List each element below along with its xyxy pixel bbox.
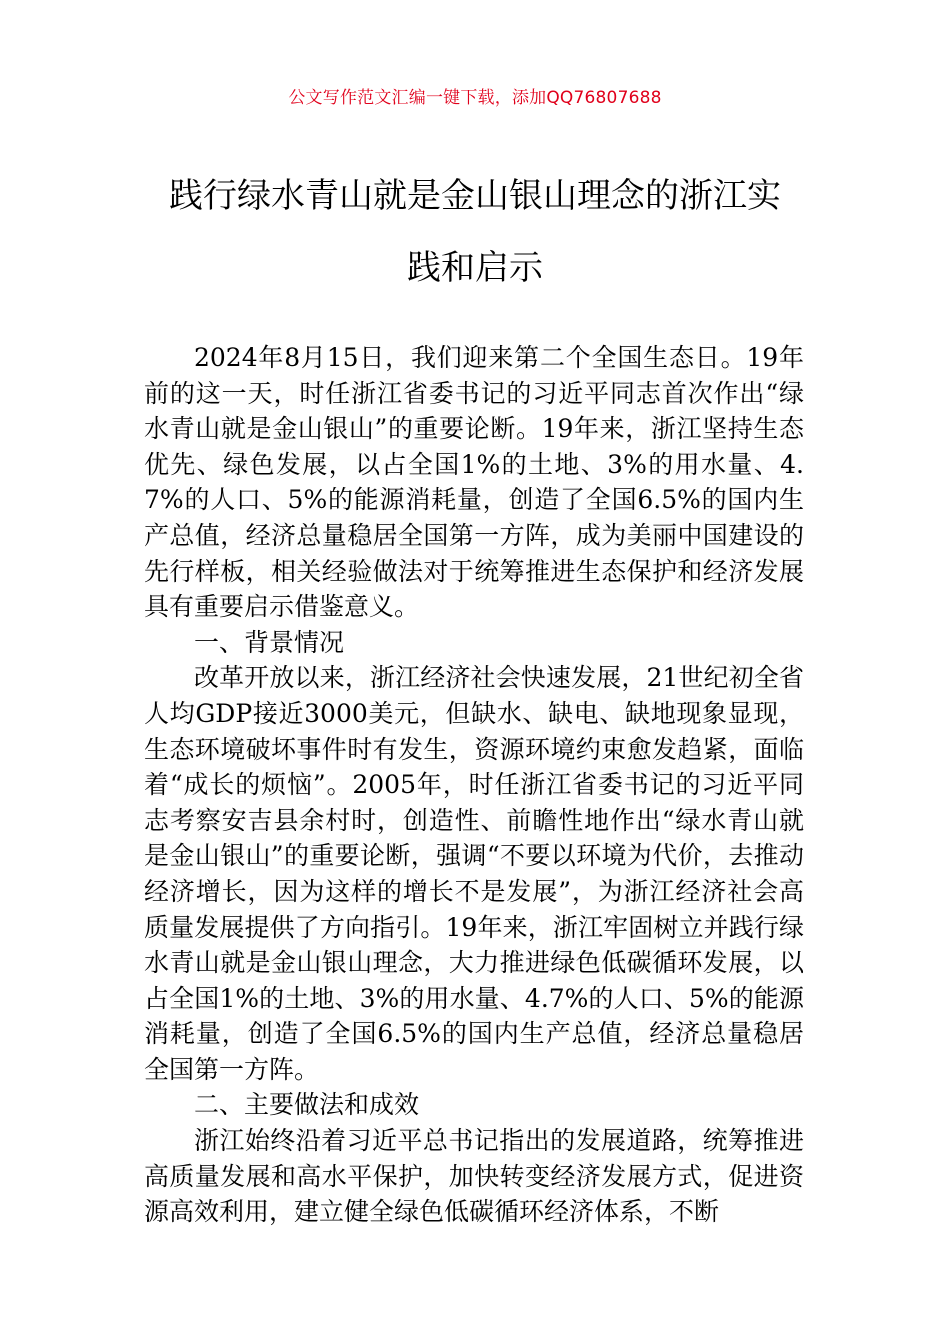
background-paragraph: 改革开放以来，浙江经济社会快速发展，21世纪初全省人均GDP接近3000美元，但缺水、缺电、缺地现象显现，生态环境破坏事件时有发生，资源环境约束愈发趋紧，面临着“成长的烦恼”。2005年，时任浙江省委书记的习近平同志考察安吉县余村时，创造性、前瞻性地作出“绿水青山就是金山银山”的重要论断，强调“不要以环境为代价，去推动经济增长，因为这样的增长不是发展”，为浙江经济社会高质量发展提供了方向指引。19年来，浙江牢固树立并践行绿水青山就是金山银山理念，大力推进绿色低碳循环发展，以占全国1%的土地、3%的用水量、4.7%的人口、5%的能源消耗量，创造了全国6.5%的国内生产总值，经济总量稳居全国第一方阵。 xyxy=(144,663,804,1084)
title-line-1: 践行绿水青山就是金山银山理念的浙江实 xyxy=(169,176,781,216)
practices-paragraph: 浙江始终沿着习近平总书记指出的发展道路，统筹推进高质量发展和高水平保护，加快转变经济发展方式，促进资源高效利用，建立健全绿色低碳循环经济体系，不断 xyxy=(144,1126,804,1227)
document-body xyxy=(144,340,804,1230)
intro-paragraph: 2024年8月15日，我们迎来第二个全国生态日。19年前的这一天，时任浙江省委书记的习近平同志首次作出“绿水青山就是金山银山”的重要论断。19年来，浙江坚持生态优先、绿色发展，以占全国1%的土地、3%的用水量、4.7%的人口、5%的能源消耗量，创造了全国6.5%的国内生产总值，经济总量稳居全国第一方阵，成为美丽中国建设的先行样板，相关经验做法对于统筹推进生态保护和经济发展具有重要启示借鉴意义。 xyxy=(144,343,804,622)
download-notice: 公文写作范文汇编一键下载，添加QQ76807688 xyxy=(288,88,662,108)
section-heading-background: 一、背景情况 xyxy=(194,627,345,657)
title-line-2: 践和启示 xyxy=(407,248,543,288)
document-title xyxy=(145,176,805,320)
section-heading-practices: 二、主要做法和成效 xyxy=(194,1090,420,1120)
